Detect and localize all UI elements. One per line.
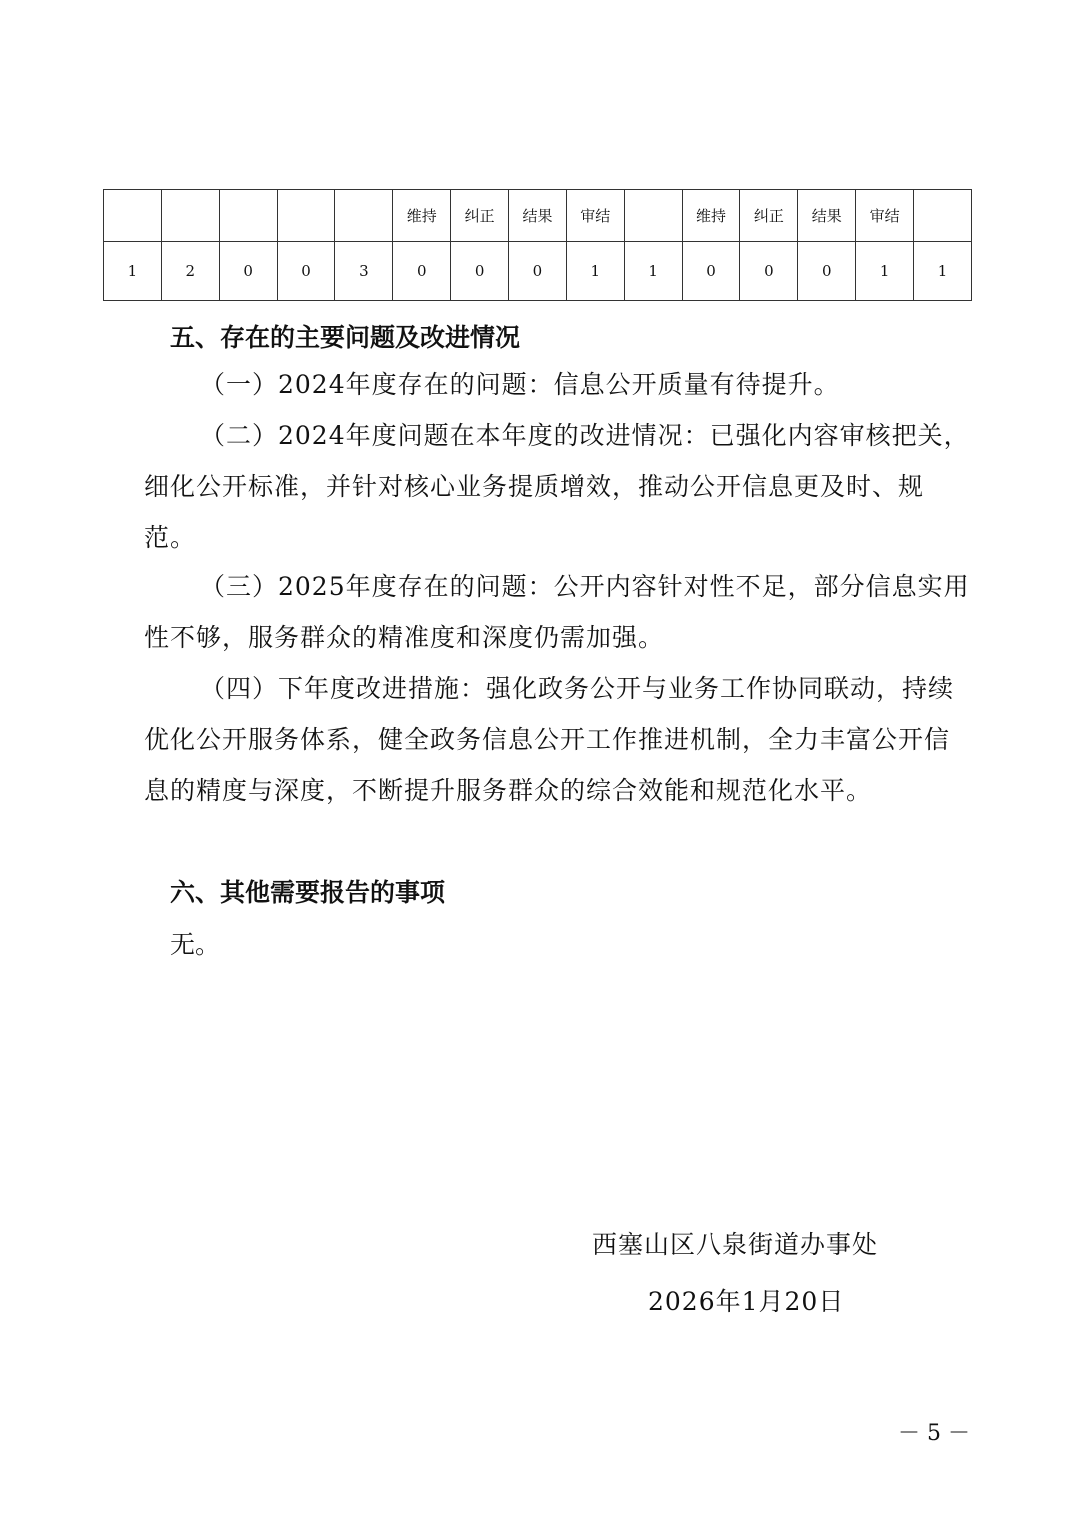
- table-header-row: [104, 190, 972, 242]
- table-cell: 0: [740, 242, 798, 301]
- section-5-item-2: （二）2024年度问题在本年度的改进情况：已强化内容审核把关，细化公开标准，并针对核心业务提质增效，推动公开信息更及时、规范。: [144, 421, 970, 552]
- table-cell: 0: [393, 242, 451, 301]
- table-cell: [277, 190, 335, 242]
- section-6-heading: 六、其他需要报告的事项: [170, 878, 446, 907]
- table-cell: 2: [161, 242, 219, 301]
- table-cell: 审结: [566, 190, 624, 242]
- table-cell: 1: [624, 242, 682, 301]
- table-cell: 0: [451, 242, 509, 301]
- table-value-row: [104, 242, 972, 301]
- table-cell: [624, 190, 682, 242]
- statistics-table: [103, 189, 972, 301]
- section-5-item-4: （四）下年度改进措施：强化政务公开与业务工作协同联动，持续优化公开服务体系，健全政务信息公开工作推进机制，全力丰富公开信息的精度与深度，不断提升服务群众的综合效能和规范化水平。: [144, 674, 955, 805]
- table-cell: 1: [914, 242, 972, 301]
- table-cell: 1: [566, 242, 624, 301]
- table-cell: 结果: [798, 190, 856, 242]
- table-cell: [161, 190, 219, 242]
- table-cell: 0: [277, 242, 335, 301]
- signature-organization: 西塞山区八泉街道办事处: [592, 1230, 879, 1259]
- table-cell: 审结: [856, 190, 914, 242]
- table-cell: 纠正: [451, 190, 509, 242]
- table-cell: [335, 190, 393, 242]
- section-5-item-1: （一）2024年度存在的问题：信息公开质量有待提升。: [200, 370, 840, 399]
- table-cell: 1: [856, 242, 914, 301]
- table-cell: [219, 190, 277, 242]
- table-cell: 维持: [393, 190, 451, 242]
- table-cell: 结果: [509, 190, 567, 242]
- table-cell: [914, 190, 972, 242]
- table-cell: 维持: [682, 190, 740, 242]
- section-6-content: 无。: [170, 930, 221, 959]
- table-cell: 0: [509, 242, 567, 301]
- table-cell: 0: [219, 242, 277, 301]
- table-cell: 纠正: [740, 190, 798, 242]
- table-cell: 1: [104, 242, 162, 301]
- table-cell: 0: [682, 242, 740, 301]
- table-cell: 3: [335, 242, 393, 301]
- table-cell: [104, 190, 162, 242]
- page-number: － 5 －: [898, 1421, 970, 1446]
- section-5-heading: 五、存在的主要问题及改进情况: [170, 323, 521, 352]
- section-5-item-3: （三）2025年度存在的问题：公开内容针对性不足，部分信息实用性不够，服务群众的精准度和深度仍需加强。: [144, 572, 970, 652]
- table-cell: 0: [798, 242, 856, 301]
- signature-date: 2026年1月20日: [648, 1287, 845, 1316]
